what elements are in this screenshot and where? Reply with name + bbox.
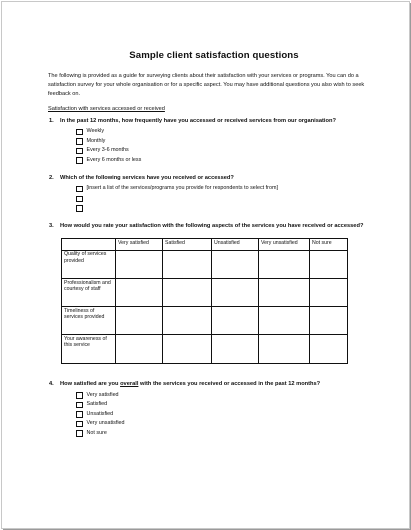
option-label: Weekly bbox=[86, 128, 105, 134]
option-item[interactable] bbox=[76, 184, 373, 194]
table-row bbox=[62, 278, 348, 306]
checkbox[interactable] bbox=[76, 129, 83, 136]
question-text-after: with the services you received or accessed in the past 12 months? bbox=[138, 380, 321, 387]
row-label: Professionalism and courtesy of staff bbox=[62, 278, 116, 306]
rating-cell[interactable] bbox=[259, 307, 310, 335]
checkbox[interactable] bbox=[76, 196, 83, 203]
table-row bbox=[62, 335, 348, 363]
option-label: [insert a list of the services/programs you provide for respondents to select from] bbox=[86, 185, 278, 192]
question-text bbox=[60, 380, 320, 389]
question-1 bbox=[49, 117, 367, 126]
option-item[interactable] bbox=[76, 429, 373, 439]
column-header: Not sure bbox=[310, 239, 348, 251]
checkbox[interactable] bbox=[76, 138, 83, 145]
row-label: Your awareness of this service bbox=[62, 335, 116, 363]
question-text: In the past 12 months, how frequently have you accessed or received services from our organisation? bbox=[60, 118, 336, 124]
table-row bbox=[62, 307, 348, 335]
checkbox[interactable] bbox=[76, 205, 83, 212]
question-1-options bbox=[76, 127, 373, 165]
rating-cell[interactable] bbox=[163, 278, 212, 306]
rating-cell[interactable] bbox=[163, 307, 212, 335]
rating-cell[interactable] bbox=[259, 278, 310, 306]
question-4 bbox=[49, 380, 367, 389]
option-label: Every 6 months or less bbox=[86, 156, 142, 163]
checkbox[interactable] bbox=[76, 411, 83, 418]
option-label: Not sure bbox=[86, 429, 107, 436]
option-label: Very satisfied bbox=[86, 391, 119, 398]
option-item[interactable] bbox=[76, 419, 373, 429]
rating-cell[interactable] bbox=[310, 250, 348, 278]
question-2 bbox=[49, 174, 367, 183]
row-label: Timeliness of services provided bbox=[62, 307, 116, 335]
question-3 bbox=[49, 222, 367, 231]
question-text: Which of the following services have you received or accessed? bbox=[60, 175, 234, 182]
option-item[interactable] bbox=[76, 391, 373, 401]
section-heading: Satisfaction with services accessed or received bbox=[48, 106, 165, 112]
checkbox[interactable] bbox=[76, 421, 83, 428]
rating-cell[interactable] bbox=[310, 307, 348, 335]
satisfaction-table bbox=[61, 238, 348, 363]
question-text-before: How satisfied are you bbox=[60, 380, 121, 387]
rating-cell[interactable] bbox=[163, 335, 212, 363]
question-number: 1. bbox=[49, 118, 54, 124]
option-label: Monthly bbox=[86, 137, 106, 144]
option-item[interactable] bbox=[76, 156, 373, 166]
document-title: Sample client satisfaction questions bbox=[129, 50, 299, 61]
checkbox[interactable] bbox=[76, 186, 83, 193]
rating-cell[interactable] bbox=[212, 250, 259, 278]
option-item[interactable] bbox=[76, 204, 373, 214]
rating-cell[interactable] bbox=[163, 250, 212, 278]
rating-cell[interactable] bbox=[116, 250, 163, 278]
option-label: Unsatisfied bbox=[86, 410, 114, 417]
option-item[interactable] bbox=[76, 146, 373, 156]
rating-cell[interactable] bbox=[116, 307, 163, 335]
question-number: 2. bbox=[49, 175, 54, 182]
question-2-options bbox=[76, 184, 373, 213]
option-item[interactable] bbox=[76, 410, 373, 420]
rating-cell[interactable] bbox=[259, 335, 310, 363]
question-4-options bbox=[76, 391, 373, 439]
column-header: Unsatisfied bbox=[212, 239, 259, 251]
option-item[interactable] bbox=[76, 127, 373, 137]
option-item[interactable] bbox=[76, 400, 373, 410]
question-text: How would you rate your satisfaction with the following aspects of the services you have received or accessed? bbox=[60, 223, 364, 230]
rating-cell[interactable] bbox=[212, 307, 259, 335]
rating-cell[interactable] bbox=[212, 278, 259, 306]
column-header: Satisfied bbox=[163, 239, 212, 251]
table-row bbox=[62, 250, 348, 278]
checkbox[interactable] bbox=[76, 392, 83, 399]
option-label: Satisfied bbox=[86, 401, 108, 408]
rating-cell[interactable] bbox=[310, 278, 348, 306]
option-label: Very unsatisfied bbox=[86, 420, 125, 427]
rating-cell[interactable] bbox=[116, 278, 163, 306]
checkbox[interactable] bbox=[76, 157, 83, 164]
option-item[interactable] bbox=[76, 194, 373, 204]
rating-cell[interactable] bbox=[212, 335, 259, 363]
row-label: Quality of services provided bbox=[62, 250, 116, 278]
question-number: 4. bbox=[49, 380, 54, 387]
table-corner-cell bbox=[62, 239, 116, 251]
option-label: Every 3-6 months bbox=[86, 147, 129, 154]
checkbox[interactable] bbox=[76, 402, 83, 409]
question-number: 3. bbox=[49, 223, 54, 230]
checkbox[interactable] bbox=[76, 430, 83, 437]
question-text-emphasis: overall bbox=[120, 380, 139, 387]
column-header: Very unsatisfied bbox=[259, 239, 310, 251]
checkbox[interactable] bbox=[76, 148, 83, 155]
table-header-row bbox=[62, 239, 348, 251]
column-header: Very satisfied bbox=[116, 239, 163, 251]
intro-paragraph: The following is provided as a guide for surveying clients about their satisfaction with your services or programs. You can do a satisfaction survey for your whole organisation or for a specific aspect. You may have additional questions you also wish to seek feedback on. bbox=[48, 73, 365, 97]
rating-cell[interactable] bbox=[310, 335, 348, 363]
rating-cell[interactable] bbox=[259, 250, 310, 278]
option-item[interactable] bbox=[76, 137, 373, 147]
document-content bbox=[43, 50, 373, 438]
rating-cell[interactable] bbox=[116, 335, 163, 363]
